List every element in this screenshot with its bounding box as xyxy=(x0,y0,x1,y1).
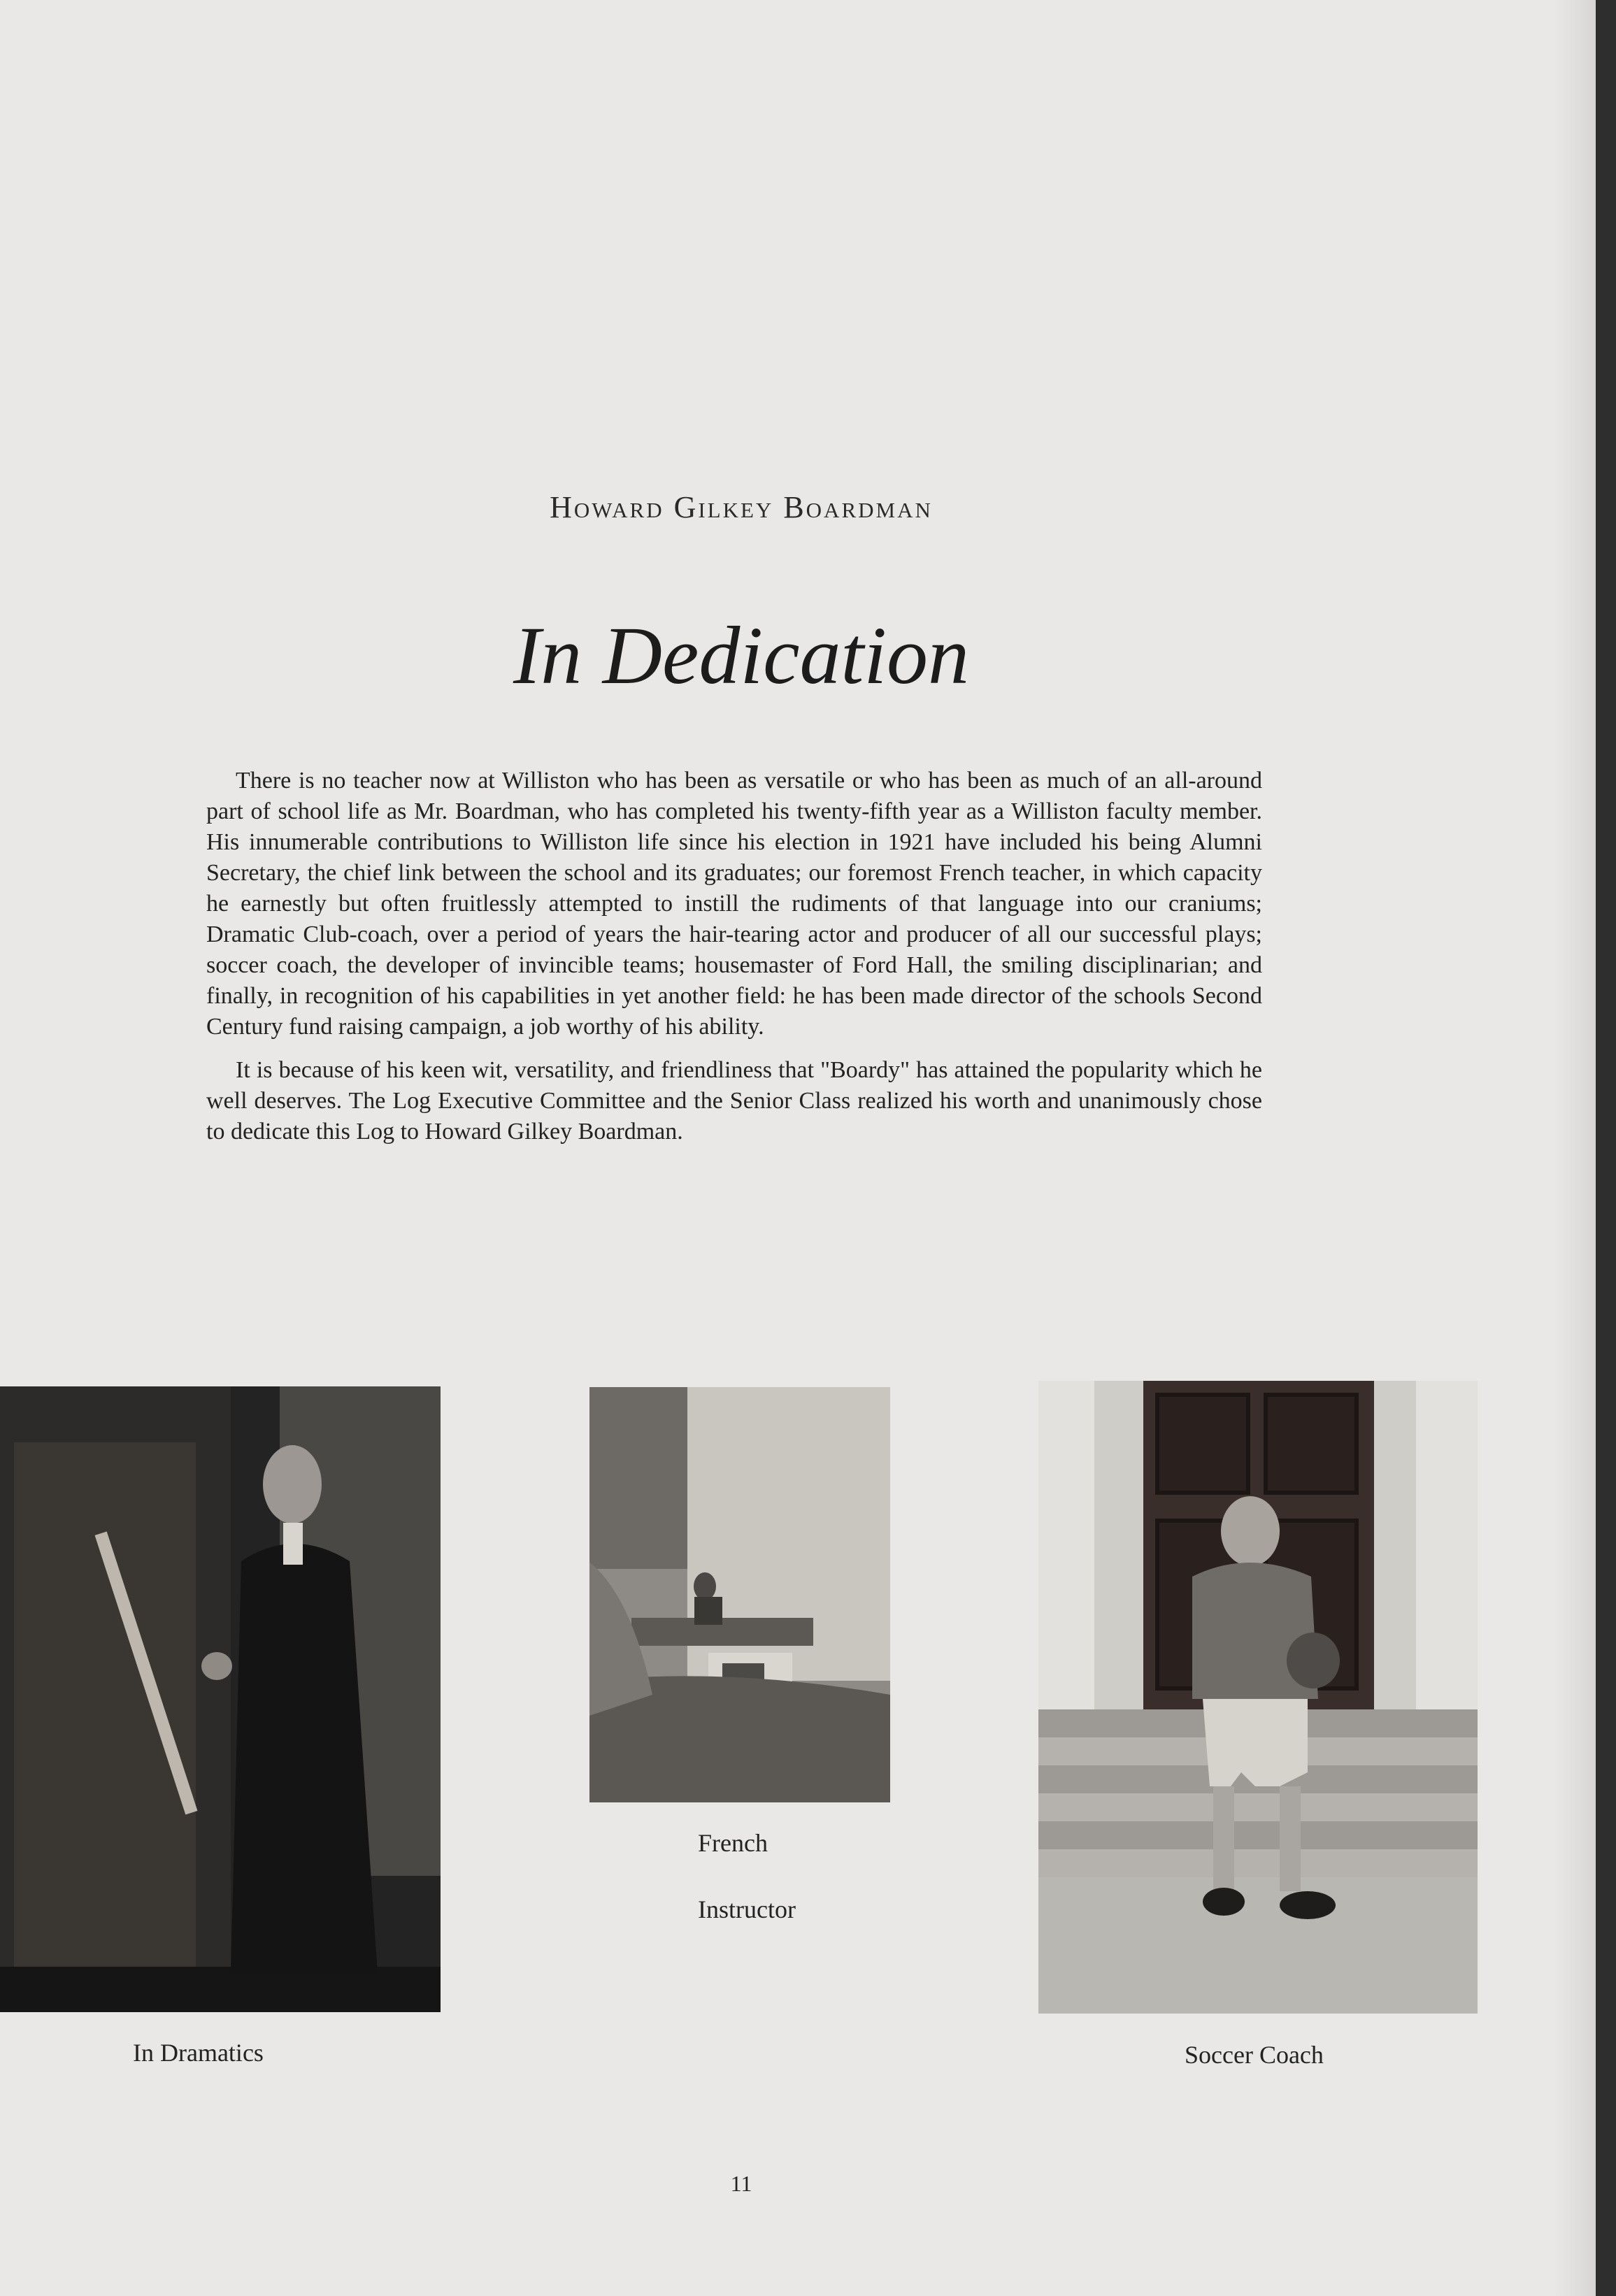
dedication-title: In Dedication xyxy=(513,610,970,701)
photo-dramatics-image xyxy=(0,1386,441,2012)
photo-soccer-coach xyxy=(1038,1381,1478,2014)
dedication-paragraph-1: There is no teacher now at Williston who has been as versatile or who has been as much of an all-around part of school life as Mr. Boardman, who has completed his twenty-fifth year as a Williston faculty member. His innumerable contributions to Williston life since his election in 1921 have included his being Alumni Secretary, the chief link between the school and its graduates; our foremost French teacher, in which capacity he earnestly but often fruitlessly attempted to instill the rudiments of that language into our craniums; Dramatic Club-coach, over a period of years the hair-tearing actor and producer of all our successful plays; soccer coach, the developer of invincible teams; housemaster of Ford Hall, the smiling disciplinarian; and finally, in recognition of his capabilities in yet another field: he has been made director of the schools Second Century fund raising campaign, a job worthy of his ability. xyxy=(206,768,1262,1040)
photo-dramatics xyxy=(0,1386,441,2012)
scan-right-edge xyxy=(1596,0,1616,2296)
page-number: 11 xyxy=(730,2171,752,2196)
caption-instructor: Instructor xyxy=(698,1895,796,1923)
photo-french-instructor xyxy=(589,1387,890,1802)
dedicatee-name-heading: Howard Gilkey Boardman xyxy=(550,490,933,524)
caption-soccer-coach: Soccer Coach xyxy=(1185,2041,1324,2069)
caption-dramatics: In Dramatics xyxy=(133,2039,264,2067)
photo-soccer-image xyxy=(1038,1381,1478,2014)
page-shadow xyxy=(1554,0,1596,2296)
dedication-paragraph-2: It is because of his keen wit, versatility, and friendliness that "Boardy" has attained the popularity which he well deserves. The Log Executive Committee and the Senior Class realized his worth and unanimously chose to dedicate this Log to Howard Gilkey Boardman. xyxy=(206,1057,1262,1145)
caption-french: French xyxy=(698,1829,768,1857)
photo-french-image xyxy=(589,1387,890,1802)
dedication-text xyxy=(206,766,1262,1160)
